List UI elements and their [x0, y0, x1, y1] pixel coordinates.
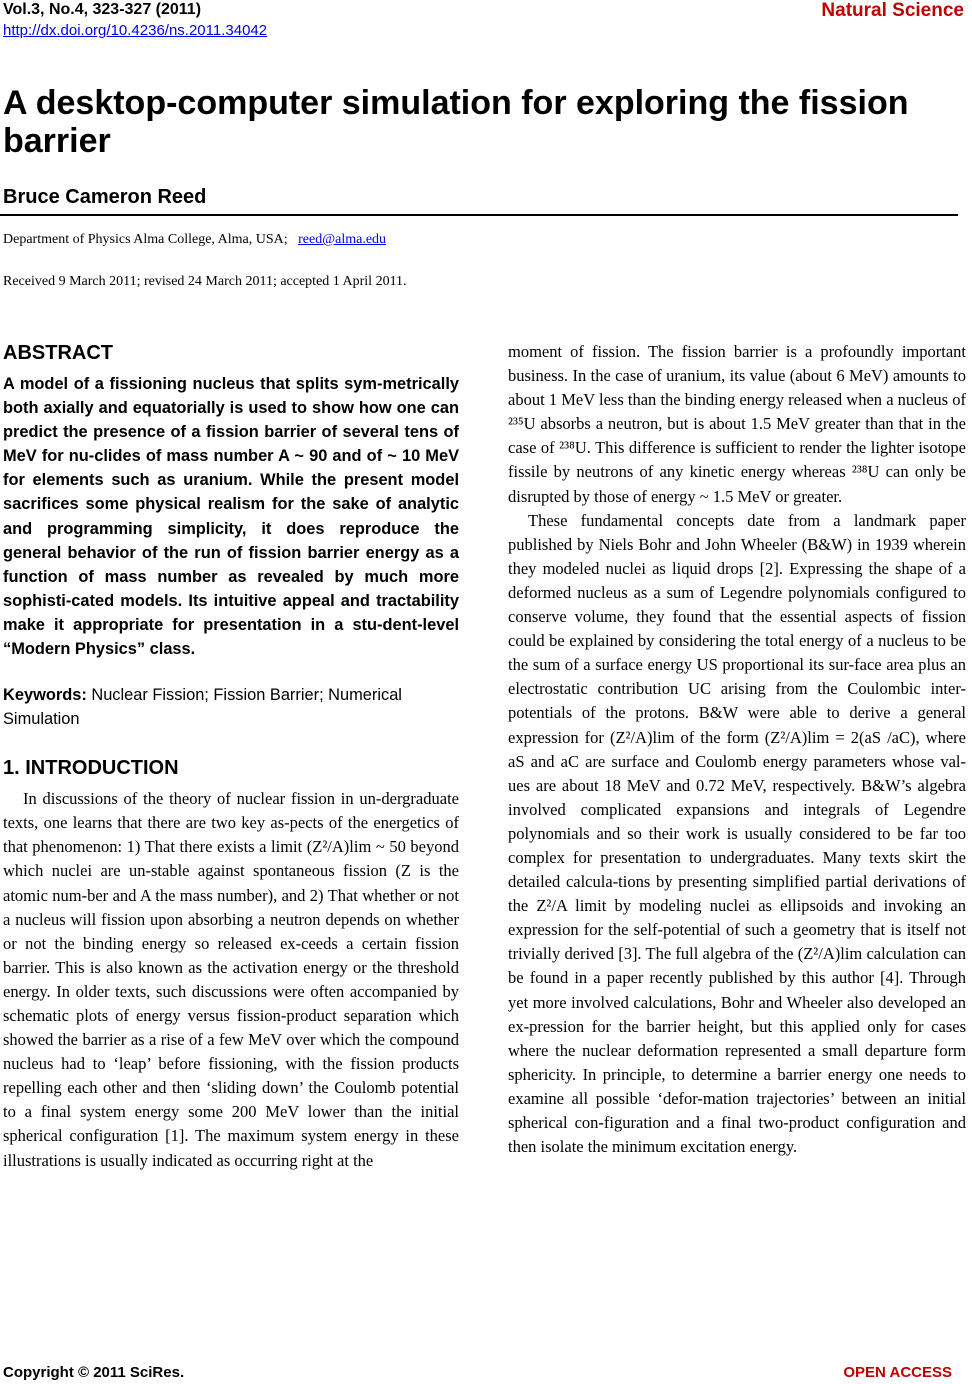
abstract-heading: ABSTRACT: [3, 342, 113, 364]
keywords-text: Nuclear Fission; Fission Barrier; Numerical Simulation: [3, 686, 402, 729]
keywords-label: Keywords:: [3, 686, 87, 705]
affiliation-text: Department of Physics Alma College, Alma, USA;: [3, 232, 288, 247]
intro-heading: 1. INTRODUCTION: [3, 757, 179, 780]
copyright-notice: Copyright © 2011 SciRes.: [3, 1364, 185, 1381]
left-column: [3, 338, 459, 1173]
abstract-text: A model of a fissioning nucleus that splits sym-metrically both axially and equatorially is used to show how one can predict the presence of a fission barrier of several tens of MeV for nu-clides of mass number A ~ 90 and of ~ 10 MeV for elements such as uranium. While the present model sacrifices some physical realism for the sake of analytic and programming simplicity, it does reproduce the general behavior of the run of fission barrier energy as a function of mass number as revealed by much more sophisti-cated models. Its intuitive appeal and tractability make it appropriate for presentation in a stu-dent-level “Modern Physics” class.: [3, 375, 459, 659]
journal-citation: Vol.3, No.4, 323-327 (2011): [3, 1, 202, 18]
author-name: Bruce Cameron Reed: [3, 186, 207, 208]
doi-link[interactable]: http://dx.doi.org/10.4236/ns.2011.34042: [3, 22, 268, 39]
journal-name: Natural Science: [821, 0, 964, 21]
open-access-label: OPEN ACCESS: [843, 1364, 952, 1381]
keywords: [3, 683, 459, 731]
email-link[interactable]: reed@alma.edu: [298, 232, 387, 247]
paper-title: A desktop-computer simulation for exploring the fission barrier: [3, 84, 909, 160]
received-dates: Received 9 March 2011; revised 24 March 2011; accepted 1 April 2011.: [3, 274, 407, 289]
intro-paragraph-1: In discussions of the theory of nuclear fission in un-dergraduate texts, one learns that there are two key as-pects of the energetics of that phenomenon: 1) That there exists a limit (Z²/A)lim ~ 50 beyond which nuclei are un-stable against spontaneous fission (Z is the atomic num-ber and A the mass number), and 2) That whether or not a nucleus will fission upon absorbing a neutron depends on whether or not the binding energy so released ex-ceeds a certain fission barrier. This is also known as the activation energy or the threshold energy. In older texts, such discussions were often accompanied by schematic plots of energy versus fission-product separation which showed the barrier as a rise of a few MeV over which the compound nucleus had to ‘leap’ before fissioning, with the fission products repelling each other and then ‘sliding down’ the Coulomb potential to a final system energy some 200 MeV lower than the initial spherical configuration [1]. The maximum system energy in these illustrations is usually indicated as occurring right at the: [3, 789, 459, 1170]
affiliation: [3, 232, 386, 248]
intro-paragraph-1-continued: moment of fission. The fission barrier is a profoundly important business. In the case of uranium, its value (about 6 MeV) amounts to about 1 MeV less than the binding energy released when a nucleus of ²³⁵U absorbs a neutron, but is about 1.5 MeV greater than that in the case of ²³⁸U. This difference is sufficient to render the lighter isotope fissile by neutrons of any kinetic energy whereas ²³⁸U can only be disrupted by those of energy ~ 1.5 MeV or greater.: [508, 342, 966, 506]
right-column: [508, 340, 966, 1159]
author-divider: [0, 214, 958, 216]
intro-paragraph-2: These fundamental concepts date from a landmark paper published by Niels Bohr and John Wheeler (B&W) in 1939 wherein they modeled nuclei as liquid drops [2]. Expressing the shape of a deformed nucleus as a sum of Legendre polynomials configured to conserve volume, they found that the essential aspects of fission could be explained by considering the total energy of a nucleus to be the sum of a surface energy US proportional its sur-face area plus an electrostatic contribution UC arising from the Coulombic inter-potentials of the protons. B&W were able to derive a general expression for (Z²/A)lim of the form (Z²/A)lim = 2(aS /aC), where aS and aC are surface and Coulomb energy parameters whose val-ues are about 18 MeV and 0.72 MeV, respectively. B&W’s algebra involved complicated expansions and integrals of Legendre polynomials and so their work is usually considered to be far too complex for presentation to undergraduates. Many texts skirt the detailed calcula-tions by presenting simplified partial derivations of the Z²/A limit by modeling nuclei as ellipsoids and invoking an expression for the self-potential of such a geometry that is itself not trivially derived [3]. The full algebra of the (Z²/A)lim calculation can be found in a paper recently published by this author [4]. Through yet more involved calculations, Bohr and Wheeler also developed an ex-pression for the barrier height, but this applied only for cases where the nuclear deformation represented a small departure form sphericity. In principle, to determine a barrier energy one needs to examine all possible ‘defor-mation trajectories’ between an initial spherical con-figuration and a final two-product configuration and then isolate the minimum excitation energy.: [508, 510, 966, 1157]
